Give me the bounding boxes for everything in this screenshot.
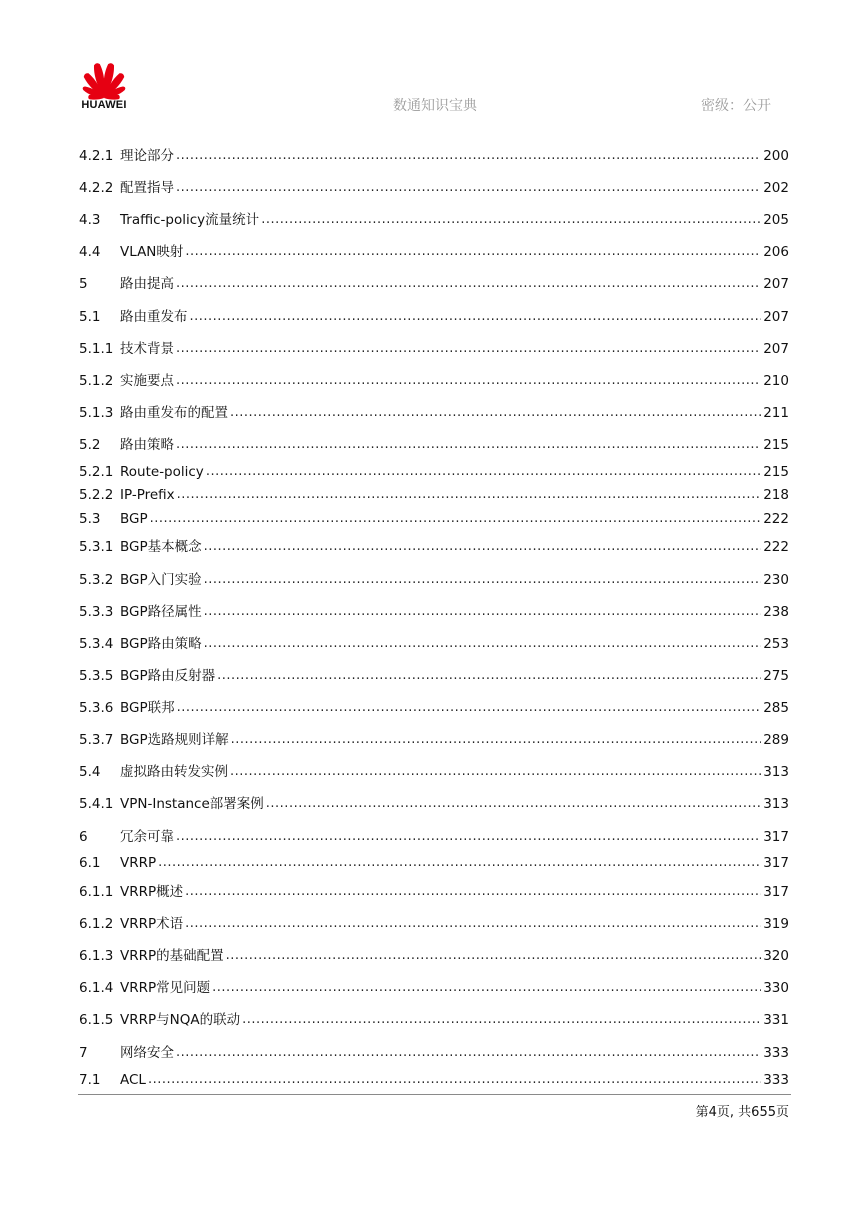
toc-section-number: 6.1.3: [79, 948, 114, 964]
toc-dot-leader: [148, 1071, 761, 1089]
toc-section-title: 路由重发布: [120, 309, 188, 325]
toc-entry[interactable]: [79, 603, 789, 621]
toc-dot-leader: [217, 667, 761, 685]
toc-entry[interactable]: [79, 179, 789, 197]
toc-dot-leader: [176, 436, 761, 454]
toc-page-number: 222: [763, 511, 789, 527]
toc-dot-leader: [204, 635, 762, 653]
toc-section-number: 5.3.4: [79, 636, 114, 652]
toc-page-number: 218: [763, 487, 789, 503]
toc-section-number: 7.1: [79, 1072, 101, 1088]
toc-entry[interactable]: [79, 436, 789, 454]
toc-page-number: 207: [763, 341, 789, 357]
toc-section-title: BGP路径属性: [120, 604, 202, 620]
toc-entry[interactable]: [79, 538, 789, 556]
toc-entry[interactable]: [79, 731, 789, 749]
toc-dot-leader: [158, 854, 761, 872]
logo-text: HUAWEI: [81, 99, 127, 111]
toc-section-number: 5.1.2: [79, 373, 114, 389]
toc-dot-leader: [176, 275, 761, 293]
toc-entry[interactable]: [79, 308, 789, 326]
toc-dot-leader: [242, 1011, 761, 1029]
toc-entry[interactable]: [79, 571, 789, 589]
toc-entry[interactable]: [79, 763, 789, 781]
toc-entry[interactable]: [79, 979, 789, 997]
toc-page-number: 222: [763, 539, 789, 555]
toc-section-number: 5.2: [79, 437, 101, 453]
toc-section-number: 4.4: [79, 244, 101, 260]
toc-section-number: 4.2.1: [79, 148, 114, 164]
toc-section-title: BGP联邦: [120, 700, 175, 716]
toc-section-number: 5: [79, 276, 88, 292]
toc-section-number: 5.4: [79, 764, 101, 780]
toc-page-number: 253: [763, 636, 789, 652]
toc-section-title: 实施要点: [120, 373, 174, 389]
toc-section-title: 理论部分: [120, 148, 174, 164]
toc-section-number: 6.1: [79, 855, 101, 871]
toc-page-number: 275: [763, 668, 789, 684]
toc-dot-leader: [176, 828, 761, 846]
toc-entry[interactable]: [79, 854, 789, 872]
toc-section-title: VRRP与NQA的联动: [120, 1012, 241, 1028]
toc-dot-leader: [176, 147, 761, 165]
toc-section-number: 6.1.4: [79, 980, 114, 996]
toc-section-title: 虚拟路由转发实例: [120, 764, 228, 780]
toc-entry[interactable]: [79, 883, 789, 901]
toc-section-title: 技术背景: [120, 341, 174, 357]
toc-page-number: 205: [763, 212, 789, 228]
toc-entry[interactable]: [79, 915, 789, 933]
toc-section-title: BGP基本概念: [120, 539, 202, 555]
toc-dot-leader: [177, 699, 762, 717]
toc-page-number: 211: [763, 405, 789, 421]
toc-section-title: Traffic-policy流量统计: [120, 212, 260, 228]
toc-dot-leader: [177, 486, 762, 504]
toc-section-number: 4.2.2: [79, 180, 114, 196]
toc-entry[interactable]: [79, 667, 789, 685]
toc-dot-leader: [206, 463, 761, 481]
huawei-logo: [76, 58, 132, 114]
toc-section-title: IP-Prefix: [120, 487, 175, 503]
toc-dot-leader: [185, 243, 761, 261]
toc-entry[interactable]: [79, 275, 789, 293]
toc-page-number: 330: [763, 980, 789, 996]
toc-section-number: 5.1.1: [79, 341, 114, 357]
toc-entry[interactable]: [79, 463, 789, 481]
toc-entry[interactable]: [79, 947, 789, 965]
toc-dot-leader: [226, 947, 762, 965]
toc-section-number: 5.2.1: [79, 464, 114, 480]
toc-dot-leader: [231, 731, 762, 749]
toc-section-number: 5.4.1: [79, 796, 114, 812]
toc-section-title: VLAN映射: [120, 244, 184, 260]
toc-page-number: 206: [763, 244, 789, 260]
toc-dot-leader: [176, 1044, 761, 1062]
toc-section-number: 5.3.1: [79, 539, 114, 555]
toc-dot-leader: [266, 795, 761, 813]
toc-dot-leader: [185, 883, 761, 901]
toc-page-number: 313: [763, 764, 789, 780]
toc-section-title: 路由提高: [120, 276, 174, 292]
toc-entry[interactable]: [79, 1044, 789, 1062]
toc-section-title: VRRP: [120, 855, 157, 871]
toc-entry[interactable]: [79, 404, 789, 422]
toc-page-number: 285: [763, 700, 789, 716]
toc-page-number: 320: [763, 948, 789, 964]
toc-section-title: BGP路由策略: [120, 636, 202, 652]
toc-entry[interactable]: [79, 340, 789, 358]
toc-page-number: 215: [763, 464, 789, 480]
toc-page-number: 210: [763, 373, 789, 389]
toc-section-number: 6.1.1: [79, 884, 114, 900]
toc-section-title: 网络安全: [120, 1045, 174, 1061]
toc-section-title: 路由策略: [120, 437, 174, 453]
toc-section-title: VRRP概述: [120, 884, 184, 900]
toc-entry[interactable]: [79, 243, 789, 261]
toc-entry[interactable]: [79, 1011, 789, 1029]
toc-dot-leader: [185, 915, 761, 933]
toc-entry[interactable]: [79, 211, 789, 229]
toc-section-title: Route-policy: [120, 464, 204, 480]
toc-section-title: BGP入门实验: [120, 572, 202, 588]
toc-dot-leader: [176, 372, 761, 390]
toc-section-title: VPN-Instance部署案例: [120, 796, 264, 812]
toc-section-title: VRRP的基础配置: [120, 948, 224, 964]
toc-section-title: ACL: [120, 1072, 146, 1088]
page-number: 第4页, 共655页: [695, 1105, 789, 1120]
toc-section-title: VRRP术语: [120, 916, 184, 932]
toc-section-number: 5.3: [79, 511, 101, 527]
toc-page-number: 289: [763, 732, 789, 748]
toc-page-number: 207: [763, 309, 789, 325]
classification-label: 密级：公开: [701, 98, 771, 114]
toc-page-number: 333: [763, 1045, 789, 1061]
toc-page-number: 200: [763, 148, 789, 164]
toc-section-title: 路由重发布的配置: [120, 405, 228, 421]
toc-dot-leader: [176, 179, 761, 197]
toc-dot-leader: [230, 404, 761, 422]
toc-page-number: 230: [763, 572, 789, 588]
toc-section-title: VRRP常见问题: [120, 980, 211, 996]
toc-page-number: 317: [763, 884, 789, 900]
toc-dot-leader: [204, 538, 762, 556]
toc-dot-leader: [261, 211, 761, 229]
toc-page-number: 202: [763, 180, 789, 196]
toc-section-number: 5.3.2: [79, 572, 114, 588]
toc-page-number: 333: [763, 1072, 789, 1088]
toc-section-number: 5.3.5: [79, 668, 114, 684]
toc-page-number: 317: [763, 829, 789, 845]
toc-section-number: 5.3.7: [79, 732, 114, 748]
toc-dot-leader: [176, 340, 761, 358]
toc-section-number: 5.3.6: [79, 700, 114, 716]
toc-entry[interactable]: [79, 699, 789, 717]
toc-entry[interactable]: [79, 635, 789, 653]
toc-page-number: 319: [763, 916, 789, 932]
toc-entry[interactable]: [79, 828, 789, 846]
toc-page-number: 238: [763, 604, 789, 620]
toc-section-number: 5.2.2: [79, 487, 114, 503]
toc-section-title: BGP: [120, 511, 148, 527]
toc-entry[interactable]: [79, 795, 789, 813]
toc-page-number: 215: [763, 437, 789, 453]
toc-page-number: 207: [763, 276, 789, 292]
toc-dot-leader: [204, 571, 762, 589]
toc-dot-leader: [212, 979, 761, 997]
toc-entry[interactable]: [79, 1071, 789, 1089]
toc-page-number: 317: [763, 855, 789, 871]
toc-dot-leader: [230, 763, 761, 781]
toc-entry[interactable]: [79, 510, 789, 528]
toc-section-title: BGP路由反射器: [120, 668, 216, 684]
document-title: 数通知识宝典: [393, 98, 477, 114]
toc-section-number: 6: [79, 829, 88, 845]
toc-page-number: 331: [763, 1012, 789, 1028]
toc-section-number: 6.1.5: [79, 1012, 114, 1028]
toc-section-number: 5.1.3: [79, 405, 114, 421]
toc-section-title: BGP选路规则详解: [120, 732, 229, 748]
toc-entry[interactable]: [79, 147, 789, 165]
toc-section-number: 4.3: [79, 212, 101, 228]
toc-page-number: 313: [763, 796, 789, 812]
toc-section-title: 配置指导: [120, 180, 174, 196]
footer-divider: [78, 1094, 791, 1095]
toc-section-number: 5.3.3: [79, 604, 114, 620]
toc-section-number: 7: [79, 1045, 88, 1061]
toc-dot-leader: [190, 308, 762, 326]
toc-entry[interactable]: [79, 486, 789, 504]
toc-entry[interactable]: [79, 372, 789, 390]
toc-dot-leader: [150, 510, 762, 528]
toc-section-number: 6.1.2: [79, 916, 114, 932]
toc-section-number: 5.1: [79, 309, 101, 325]
huawei-flower-icon: [76, 58, 132, 100]
toc-section-title: 冗余可靠: [120, 829, 174, 845]
toc-dot-leader: [204, 603, 762, 621]
